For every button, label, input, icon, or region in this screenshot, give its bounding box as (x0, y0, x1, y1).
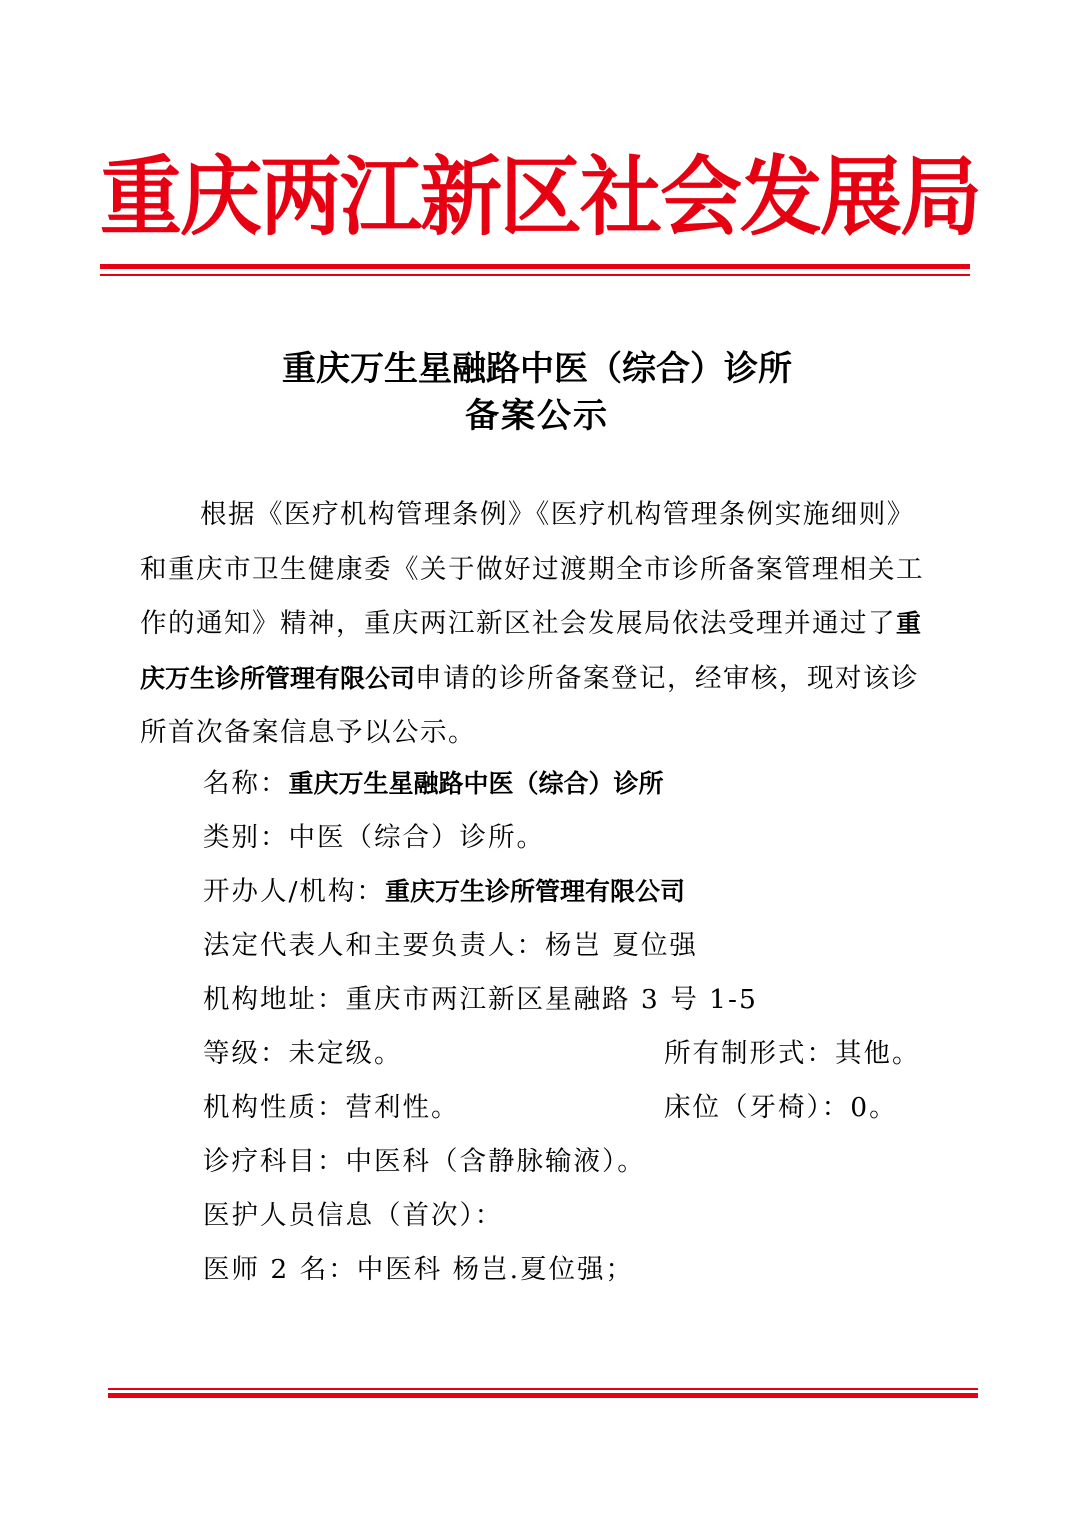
field-grade: 等级：未定级。 (203, 1038, 403, 1069)
body-text: 申请的诊所备案登记，经审核，现对该诊 (415, 662, 920, 694)
issuer-masthead: 重庆两江新区社会发展局 (100, 147, 981, 248)
field-doctors: 医师 2 名：中医科 杨岂.夏位强； (203, 1254, 635, 1285)
field-label: 名称： (203, 768, 289, 799)
body-paragraph (140, 488, 940, 761)
body-line: 根据《医疗机构管理条例》《医疗机构管理条例实施细则》 (200, 499, 915, 530)
company-name-highlight: 庆万生诊所管理有限公司 (140, 663, 416, 693)
field-address: 机构地址：重庆市两江新区星融路 3 号 1-5 (203, 984, 758, 1015)
body-text: 作的通知》精神，重庆两江新区社会发展局依法受理并通过了 (140, 608, 896, 639)
field-category: 类别：中医（综合）诊所。 (203, 822, 545, 853)
body-line (140, 597, 940, 652)
field-ownership: 所有制形式：其他。 (664, 1038, 921, 1069)
field-departments: 诊疗科目：中医科（含静脉输液）。 (203, 1146, 646, 1177)
field-operator (203, 872, 685, 912)
document-subtitle: 备案公示 (465, 396, 609, 436)
field-staff-header: 医护人员信息（首次）： (203, 1200, 504, 1231)
body-line: 所首次备案信息予以公示。 (140, 717, 476, 748)
company-name-highlight: 重 (896, 609, 922, 638)
header-rule-thick (100, 264, 970, 269)
body-line: 和重庆市卫生健康委《关于做好过渡期全市诊所备案管理相关工 (140, 553, 924, 585)
field-legal-rep: 法定代表人和主要负责人：杨岂 夏位强 (203, 930, 698, 961)
footer-rule-thick (108, 1393, 978, 1398)
field-beds: 床位（牙椅）：0。 (664, 1092, 898, 1123)
field-name (203, 764, 664, 804)
header-rule-thin (100, 274, 970, 276)
field-label: 开办人/机构： (203, 876, 385, 907)
field-nature: 机构性质：营利性。 (203, 1092, 460, 1123)
body-line (140, 652, 940, 707)
footer-rule-thin (108, 1388, 978, 1390)
field-value: 重庆万生诊所管理有限公司 (384, 877, 685, 906)
document-title: 重庆万生星融路中医（综合）诊所 (282, 349, 792, 389)
field-value: 重庆万生星融路中医（综合）诊所 (288, 769, 664, 798)
